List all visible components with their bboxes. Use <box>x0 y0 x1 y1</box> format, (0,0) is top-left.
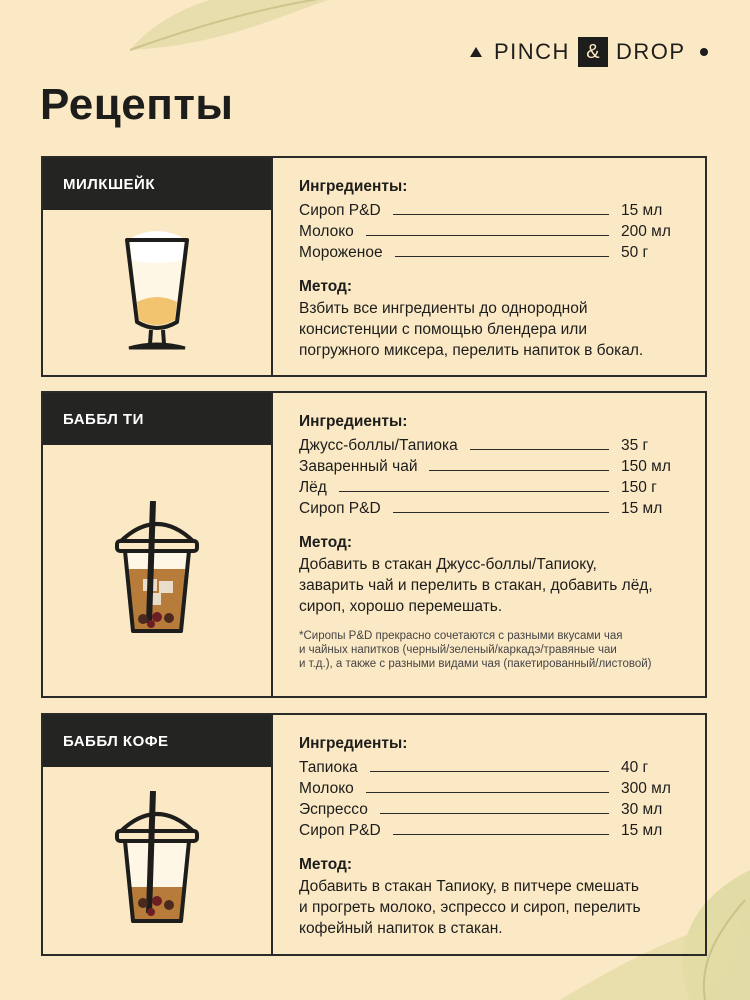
ingredient-row: Сироп P&D 15 мл <box>299 202 663 219</box>
ingredients-header: Ингредиенты: <box>299 735 408 752</box>
method-text: Добавить в стакан Джусс-боллы/Тапиоку, заварить чай и перелить в стакан, добавить лёд, сироп, хорошо перемешать. <box>299 556 653 615</box>
ingredient-row: Тапиока 40 г <box>299 759 649 776</box>
method-header: Метод: <box>299 278 352 295</box>
ingredients-header: Ингредиенты: <box>299 413 408 430</box>
bubble-coffee-cup-icon <box>107 791 207 931</box>
syrup-note: *Сиропы P&D прекрасно сочетаются с разными вкусами чая и чайных напитков (черный/зеленый/каркадэ/травяные чаи и т.д.), а также с разными видами чая (пакетированный/листовой) <box>299 630 652 670</box>
recipe-card-milkshake <box>41 156 707 377</box>
recipe-details <box>299 413 681 671</box>
recipe-name: БАББЛ ТИ <box>43 393 271 445</box>
ingredient-row: Джусс-боллы/Тапиока 35 г <box>299 437 649 454</box>
bubble-tea-cup-icon <box>107 501 207 641</box>
recipe-name: МИЛКШЕЙК <box>43 158 271 210</box>
method-text: Добавить в стакан Тапиоку, в питчере смешать и прогреть молоко, эспрессо и сироп, перелить кофейный напиток в стакан. <box>299 878 641 937</box>
ingredient-row: Молоко 200 мл <box>299 223 671 240</box>
recipe-card-bubble-tea <box>41 391 707 698</box>
triangle-icon <box>470 47 482 57</box>
ingredient-row: Мороженое 50 г <box>299 244 649 261</box>
milkshake-glass-icon <box>117 230 197 355</box>
recipe-image-panel <box>43 393 273 696</box>
recipe-details <box>299 735 681 939</box>
method-text: Взбить все ингредиенты до однородной консистенции с помощью блендера или погружного миксера, перелить напиток в бокал. <box>299 300 644 359</box>
brand-right: DROP <box>615 39 686 64</box>
recipe-image-panel <box>43 158 273 375</box>
recipe-details <box>299 178 681 361</box>
method-header: Метод: <box>299 534 352 551</box>
brand-left: PINCH <box>494 39 570 64</box>
method-header: Метод: <box>299 856 352 873</box>
ingredient-row: Лёд 150 г <box>299 479 657 496</box>
page-title: Рецепты <box>40 80 234 129</box>
ingredients-header: Ингредиенты: <box>299 178 408 195</box>
ingredient-row: Сироп P&D 15 мл <box>299 822 663 839</box>
ingredient-row: Молоко 300 мл <box>299 780 671 797</box>
brand-amp: & <box>578 37 608 67</box>
ingredient-row: Сироп P&D 15 мл <box>299 500 663 517</box>
ingredient-row: Заваренный чай 150 мл <box>299 458 671 475</box>
recipe-card-bubble-coffee <box>41 713 707 956</box>
brand-logo <box>470 36 708 68</box>
dot-icon <box>700 48 708 56</box>
recipe-image-panel <box>43 715 273 954</box>
ingredient-row: Эспрессо 30 мл <box>299 801 663 818</box>
recipe-name: БАББЛ КОФЕ <box>43 715 271 767</box>
leaf-top-decoration <box>120 0 350 60</box>
